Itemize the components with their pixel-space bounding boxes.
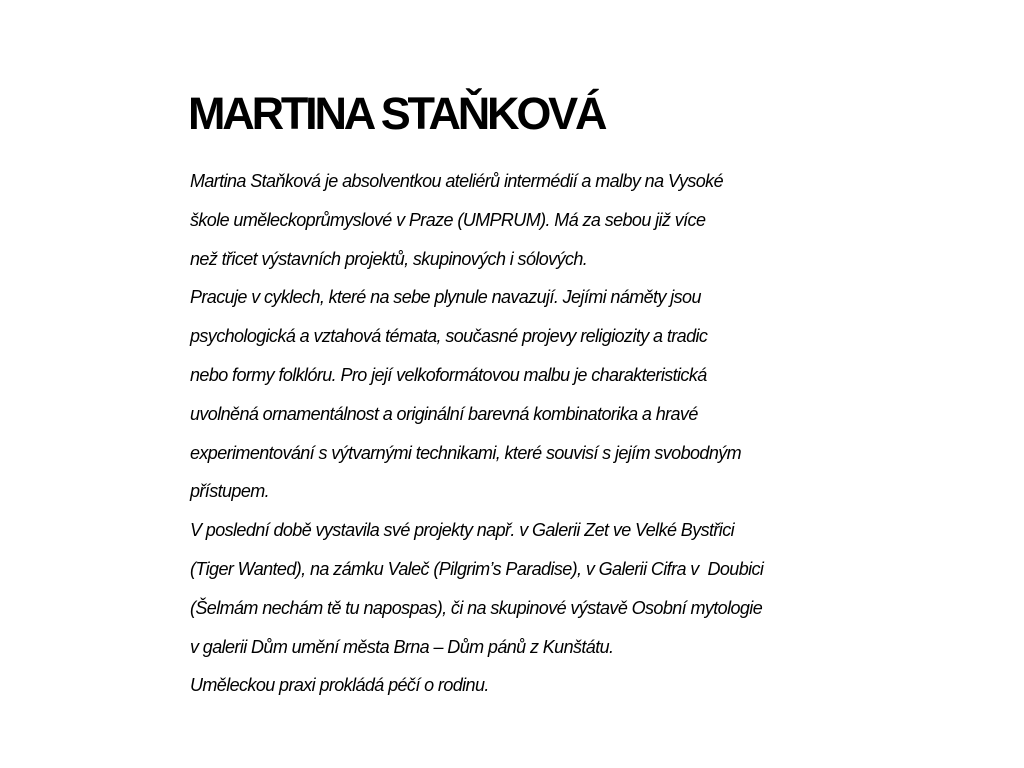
text-line: V poslední době vystavila své projekty např. v Galerii Zet ve Velké Bystřici bbox=[190, 520, 734, 541]
text-line: než třicet výstavních projektů, skupinových i sólových. bbox=[190, 248, 588, 269]
text-line: v galerii Dům umění města Brna – Dům pánů z Kunštátu. bbox=[190, 636, 614, 657]
text-line: (Šelmám nechám tě tu napospas), či na skupinové výstavě Osobní mytologie bbox=[190, 597, 763, 618]
biography-text bbox=[190, 162, 990, 705]
text-line: nebo formy folklóru. Pro její velkoformátovou malbu je charakteristická bbox=[190, 364, 707, 385]
text-line: škole uměleckoprůmyslové v Praze (UMPRUM). Má za sebou již více bbox=[190, 209, 706, 230]
text-line: Martina Staňková je absolventkou ateliérů intermédií a malby na Vysoké bbox=[190, 171, 723, 191]
text-line: uvolněná ornamentálnost a originální barevná kombinatorika a hravé bbox=[190, 403, 698, 424]
text-line: experimentování s výtvarnými technikami, které souvisí s jejím svobodným bbox=[190, 442, 742, 463]
page-title: MARTINA STAŇKOVÁ bbox=[188, 88, 605, 139]
text-line: přístupem. bbox=[190, 481, 270, 502]
text-line: psychologická a vztahová témata, současné projevy religiozity a tradic bbox=[190, 326, 708, 347]
text-line: Uměleckou praxi prokládá péčí o rodinu. bbox=[190, 675, 489, 696]
text-line: (Tiger Wanted), na zámku Valeč (Pilgrim’s Paradise), v Galerii Cifra v Doubici bbox=[190, 558, 764, 579]
text-line: Pracuje v cyklech, které na sebe plynule navazují. Jejími náměty jsou bbox=[190, 287, 701, 308]
